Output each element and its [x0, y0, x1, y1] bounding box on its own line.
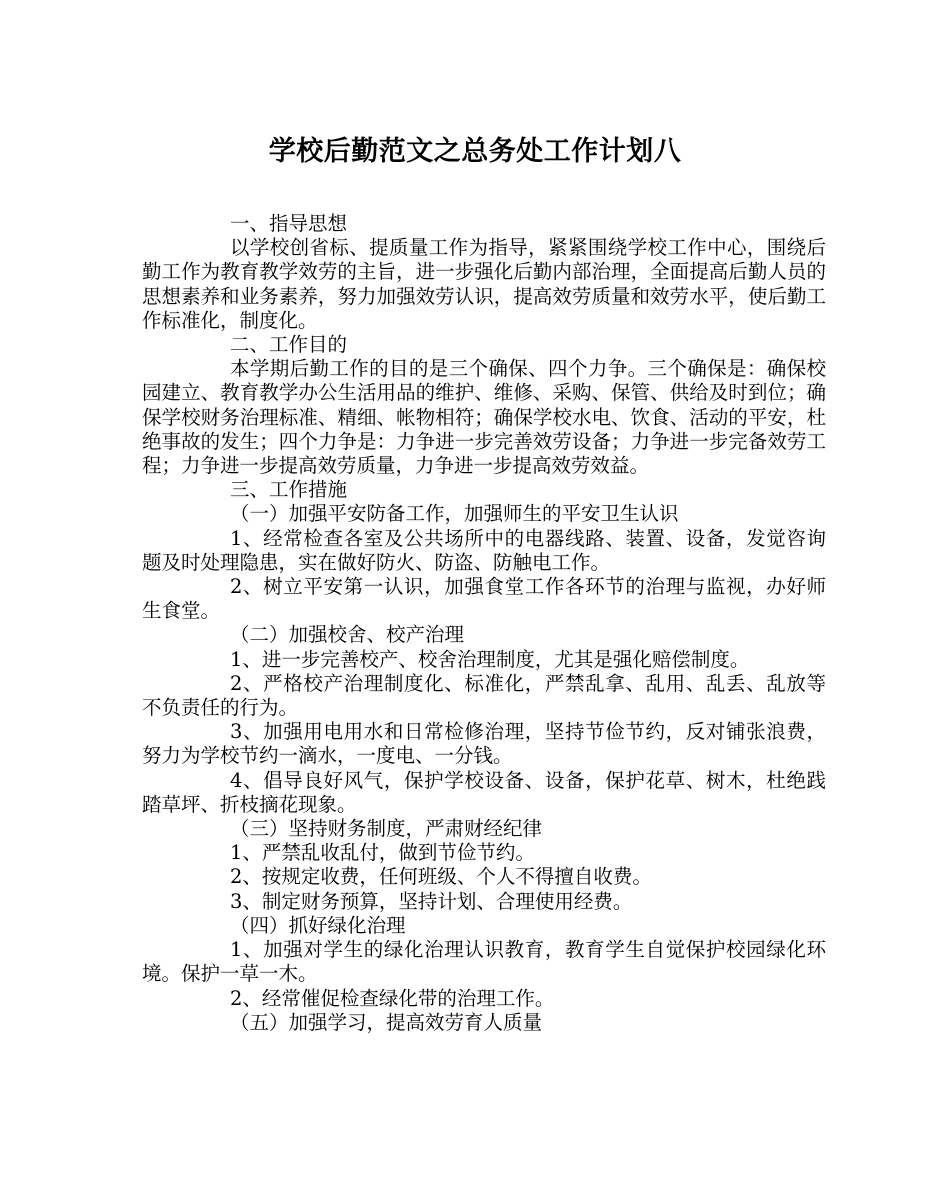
- paragraph: 2、严格校产治理制度化、标准化，严禁乱拿、乱用、乱丢、乱放等不负责任的行为。: [142, 671, 826, 720]
- subsection-heading: （二）加强校舍、校产治理: [230, 623, 465, 647]
- paragraph: 以学校创省标、提质量工作为指导，紧紧围绕学校工作中心，围绕后勤工作为教育教学效劳的主旨，进一步强化后勤内部治理，全面提高后勤人员的思想素养和业务素养，努力加强效劳认识，提高效劳质量和效劳水平，使后勤工作标准化，制度化。: [142, 236, 826, 332]
- paragraph: 3、制定财务预算，坚持计划、合理使用经费。: [230, 889, 633, 913]
- paragraph: 4、倡导良好风气，保护学校设备、设备，保护花草、树木，杜绝践踏草坪、折枝摘花现象。: [142, 768, 826, 816]
- subsection-heading: （五）加强学习，提高效劳育人质量: [230, 1010, 543, 1034]
- subsection-heading: （三）坚持财务制度，严肃财经纪律: [230, 817, 543, 841]
- section-heading: 二、工作目的: [230, 333, 348, 357]
- section-heading: 一、指导思想: [230, 212, 348, 235]
- paragraph: 1、严禁乱收乱付，做到节俭节约。: [230, 841, 535, 865]
- paragraph: 2、按规定收费，任何班级、个人不得擅自收费。: [230, 865, 652, 889]
- paragraph: 1、经常检查各室及公共场所中的电器线路、装置、设备，发觉咨询题及时处理隐患，实在做好防火、防盗、防触电工作。: [142, 526, 826, 574]
- paragraph: 2、经常催促检查绿化带的治理工作。: [230, 986, 555, 1010]
- section-heading: 三、工作措施: [230, 478, 348, 502]
- document-body: [142, 212, 826, 1035]
- subsection-heading: （一）加强平安防备工作，加强师生的平安卫生认识: [230, 502, 679, 526]
- paragraph: 2、树立平安第一认识，加强食堂工作各环节的治理与监视，办好师生食堂。: [142, 575, 826, 623]
- paragraph: 本学期后勤工作的目的是三个确保、四个力争。三个确保是：确保校园建立、教育教学办公生活用品的维护、维修、采购、保管、供给及时到位；确保学校财务治理标准、精细、帐物相符；确保学校水电、饮食、活动的平安，杜绝事故的发生；四个力争是：力争进一步完善效劳设备；力争进一步完备效劳工程；力争进一步提高效劳质量，力争进一步提高效劳效益。: [142, 357, 826, 478]
- document-title: 学校后勤范文之总务处工作计划八: [268, 136, 682, 167]
- paragraph: 1、加强对学生的绿化治理认识教育，教育学生自觉保护校园绿化环境。保护一草一木。: [142, 938, 826, 986]
- subsection-heading: （四）抓好绿化治理: [230, 913, 406, 937]
- paragraph: 1、进一步完善校产、校舍治理制度，尤其是强化赔偿制度。: [230, 647, 750, 671]
- paragraph: 3、加强用电用水和日常检修治理，坚持节俭节约，反对铺张浪费，努力为学校节约一滴水，一度电、一分钱。: [142, 720, 826, 768]
